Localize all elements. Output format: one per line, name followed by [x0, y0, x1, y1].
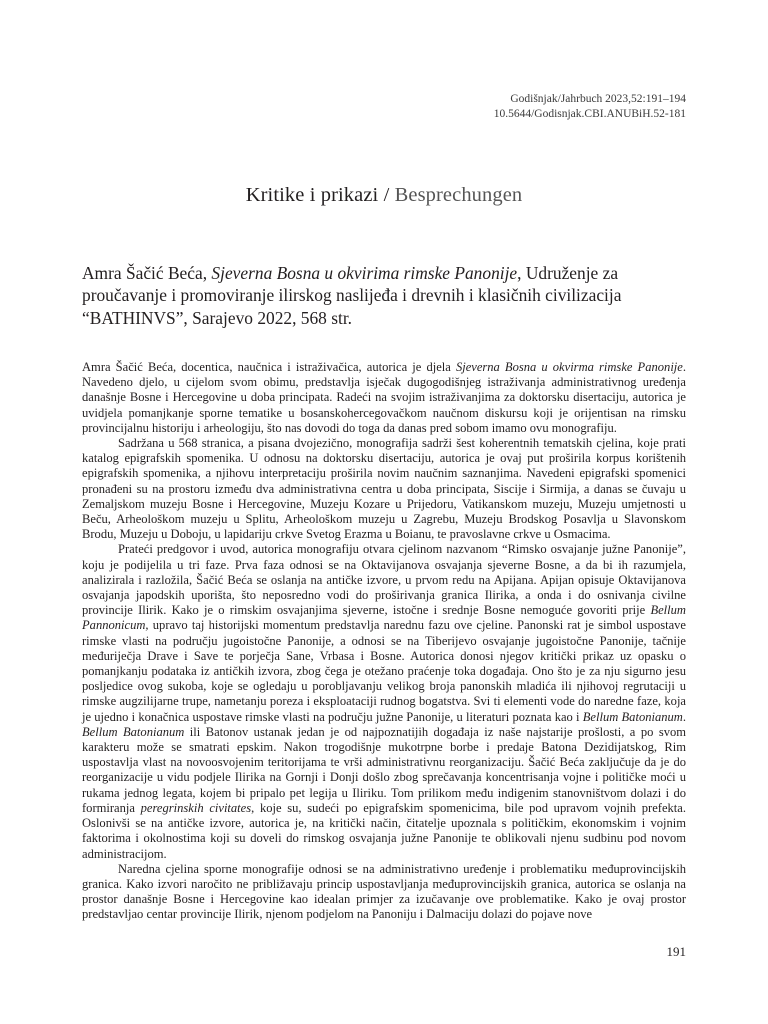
paragraph-3-text-d: ili Batonov ustanak jedan je od najpoznatijih događaja iz naše najstarije prošlosti, a po svom karakteru može se smatrati epskim. Nakon trogodišnje mukotrpne borbe i predaje Batona Dezidijatskog, Rim uspostavlja vlast na novoosvojenim teritorijama te vrši administrativnu reorganizaciju. Šačić Beća zaključuje da je do reorganizacije u vidu podjele Ilirika na Gornji i Donji došlo zbog sprečavanja koncentrisanja vojne i političke moći u rukama jednog legata, kojem bi pripalo pet legija u Iliriku. Tom prilikom među indigenim stanovništvom dolazi i do formiranja	[82, 724, 687, 815]
paragraph-1-book-title: Sjeverna Bosna u okvirma rimske Panonije	[455, 360, 683, 374]
paragraph-2: Sadržana u 568 stranica, a pisana dvojezično, monografija sadrži šest koherentnih tematskih cjelina, koje prati katalog epigrafskih spomenika. U odnosu na doktorsku disertaciju, autorica je ovaj put proširila korpus korištenih epigrafskih spomenika, a njihovu interpretaciju proširila novim naučnim saznanjima. Navedeni epigrafski spomenici pronađeni su na prostoru između dva administrativna centra u doba principata, Siscije i Sirmija, a danas se čuvaju u Zemaljskom muzeju Bosne i Hercegovine, Muzeju Kozare u Prijedoru, Vatikanskom muzeju, Muzeju umjetnosti u Beču, Arheološkom muzeju u Splitu, Arheološkom muzeju u Zagrebu, Muzeju Brodskog Posavlja u Slavonskom Brodu, Muzeju u Doboju, u lapidariju crkve Svetog Erazma u Boianu, te pravoslavne crkve u Osmacima.	[82, 436, 686, 542]
paragraph-1-text-b: . Navedeno djelo, u cijelom svom obimu, predstavlja isječak dugogodišnjeg istraživanja administrativnog uređenja današnje Bosne i Hercegovine u doba principata. Radeći na svojim istraživanjima za doktorsku disertaciju, autorica je uvidjela pomanjkanje sporne tematike u bosanskohercegovačkom naučnom diskursu koji je orijentisan na rimsku provincijalnu historiju i arheologiju, što nas dovodi do toga da danas pred sobom imamo ovu monografiju.	[82, 360, 686, 435]
section-heading	[0, 184, 768, 207]
paragraph-3-text-c: .	[682, 709, 686, 724]
paragraph-3-italic-b: Bellum Batonianum	[582, 709, 683, 724]
paragraph-3-text-e: , koje su, sudeći po epigrafskim spomenicima, bile pod upravom vojnih prefekta. Oslonivši se na antičke izvore, autorica je, na kritički način, čitatelje upoznala s političkim, ekonomskim i vojnim faktorima i okolnostima koji su doveli do rimskog osvajanja južne Panonije te oblikovali njenu sudbinu pod novom administracijom.	[82, 800, 686, 861]
citation-publisher-info: , Udruženje za proučavanje i promoviranje ilirskog naslijeđa i drevnih i klasičnih civilizacija “BATHINVS”, Sarajevo 2022, 568 str.	[82, 263, 622, 328]
section-subtitle: Besprechungen	[394, 184, 523, 206]
journal-reference	[494, 92, 686, 122]
paragraph-3-italic-d: peregrinskih civitates	[140, 800, 252, 815]
paragraph-1	[82, 360, 686, 436]
citation-author: Amra Šačić Beća,	[82, 263, 208, 283]
book-citation	[82, 262, 692, 329]
paragraph-3-text-b: upravo taj historijski momentum predstavlja narednu fazu ove cjeline. Panonski rat je simbol uspostave rimske vlasti na području jugoistočne Panonije, a odnosi se na Tiberijevo osvajanje jugoistočne Panonije, tačnije međuriječja Drave i Save te porječja Sane, Vrbasa i Bosne. Autorica donosi njegov kritički prikaz uz opasku o pomanjkanju podataka iz antičkih izvora, zbog čega je otežano praćenje toka događaja. Ono što je za nju sigurno jesu posljedice ovog sukoba, koje se ogledaju u porobljavanju velikog broja panonskih mladića ili njihovoj regrutaciji u rimske augzilijarne trupe, nametanju poreza i eksploataciji rudnog bogatstva. Svi ti elementi vode do naredne faze, koja je ujedno i konačnica uspostave rimske vlasti na području južne Panonije, u literaturi poznata kao i	[82, 618, 686, 724]
paragraph-1-text-a: Amra Šačić Beća, docentica, naučnica i istraživačica, autorica je djela	[82, 360, 456, 374]
paragraph-3-italic-c: Bellum Batonianum	[82, 724, 185, 739]
doi-line: 10.5644/Godisnjak.CBI.ANUBiH.52-181	[493, 108, 686, 120]
paragraph-3-italic-a: Bellum Pannonicum,	[82, 603, 686, 633]
paragraph-4: Naredna cjelina sporne monografije odnosi se na administrativno uređenje i problematiku međuprovincijskih granica. Kako izvori naročito ne približavaju princip uspostavljanja međuprovincijskih granica, autorica se oslanja na prostor današnje Bosne i Hercegovine kao idealan primjer za izučavanje ove problematike. Kako je ovaj prostor predstavljao centar provincije Ilirik, njenom podjelom na Panoniju i Dalmaciju dolazi do pojave nove	[82, 861, 686, 922]
page-number: 191	[666, 944, 686, 959]
review-body	[82, 360, 686, 923]
section-title: Kritike i prikazi	[245, 184, 379, 206]
paragraph-3	[82, 542, 686, 861]
journal-volume-line: Godišnjak/Jahrbuch 2023,52:191–194	[510, 93, 686, 105]
section-separator: /	[383, 184, 390, 206]
citation-book-title: Sjeverna Bosna u okvirima rimske Panonije	[211, 263, 518, 283]
paragraph-3-text-a: Prateći predgovor i uvod, autorica monografiju otvara cjelinom nazvanom “Rimsko osvajanje južne Panonije”, koju je podijelila u tri faze. Prva faza odnosi se na Oktavijanova osvajanja sjeverne Bosne, a da bi ih razumjela, analizirala i razložila, Šačić Beća se oslanja na antičke izvore, u prvom redu na Apijana. Apijan opisuje Oktavijanova osvajanja japodskih uporišta, što neposredno vodi do proširivanja granica Ilirika, a onda i do osnivanja civilne provincije Ilirik. Kako je o rimskim osvajanjima sjeverne, istočne i srednje Bosne nemoguće govoriti prije	[82, 542, 686, 618]
